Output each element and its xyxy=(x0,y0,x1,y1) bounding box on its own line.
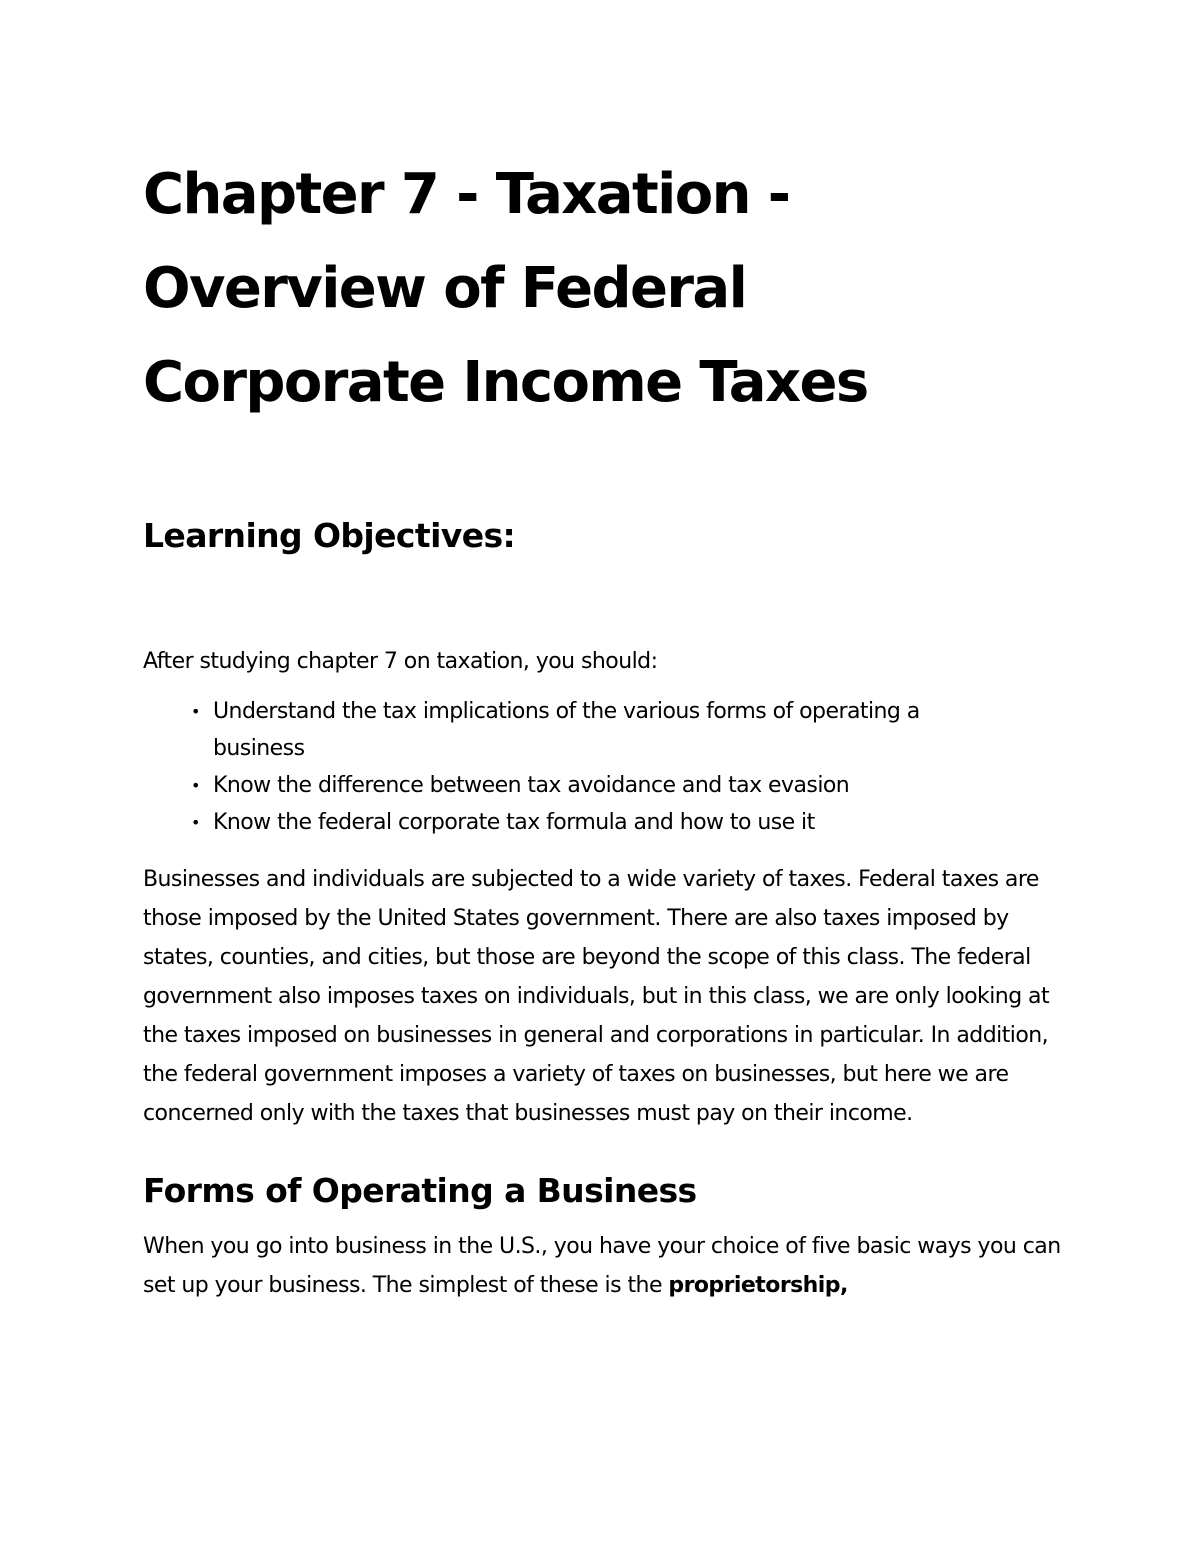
list-item xyxy=(191,804,1013,841)
document-content xyxy=(143,148,1068,1305)
forms-of-business-heading: Forms of Operating a Business xyxy=(143,1171,697,1210)
forms-paragraph-text: When you go into business in the U.S., you have your choice of five basic ways you can set up your business. The simplest of these is the xyxy=(143,1234,1061,1298)
list-item-text: Understand the tax implications of the various forms of operating a business xyxy=(213,699,920,761)
taxes-overview-paragraph: Businesses and individuals are subjected to a wide variety of taxes. Federal taxes are those imposed by the United States government. There are also taxes imposed by states, counties, and cities, but those are beyond the scope of this class. The federal government also imposes taxes on individuals, but in this class, we are only looking at the taxes imposed on businesses in general and corporations in particular. In addition, the federal government imposes a variety of taxes on businesses, but here we are concerned only with the taxes that businesses must pay on their income. xyxy=(143,867,1050,1126)
bullet-icon: • xyxy=(191,776,200,795)
list-item xyxy=(191,693,1013,767)
proprietorship-term: proprietorship xyxy=(668,1273,840,1298)
list-item xyxy=(191,767,1013,804)
objectives-intro: After studying chapter 7 on taxation, you should: xyxy=(143,649,658,674)
bullet-icon: • xyxy=(191,813,200,832)
list-item-text: Know the difference between tax avoidance and tax evasion xyxy=(213,773,850,798)
list-item-text: Know the federal corporate tax formula and how to use it xyxy=(213,810,815,835)
forms-paragraph-punctuation: , xyxy=(839,1273,848,1298)
forms-of-business-paragraph xyxy=(143,1227,1068,1305)
learning-objectives-heading: Learning Objectives: xyxy=(143,516,516,555)
page-title: Chapter 7 - Taxation - Overview of Federal Corporate Income Taxes xyxy=(143,162,868,415)
objectives-list xyxy=(143,693,1068,841)
bullet-icon: • xyxy=(191,702,200,721)
